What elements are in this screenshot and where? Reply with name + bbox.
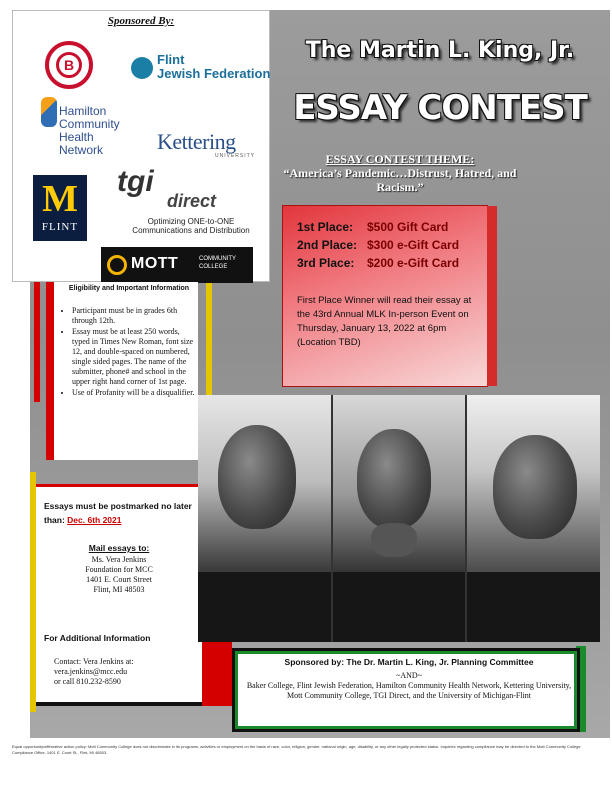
prize-row: [297, 236, 483, 254]
info-heading: For Additional Information: [44, 633, 151, 643]
committee-box: [232, 648, 580, 732]
prize-row: [297, 218, 483, 236]
eligibility-card: [46, 282, 198, 460]
prize-row: [297, 254, 483, 272]
mlk-photo: [333, 395, 466, 642]
strip-red-left: [34, 282, 40, 402]
deadline-text: [44, 499, 194, 527]
umich-flint-logo: [33, 175, 87, 241]
kettering-logo: [157, 129, 267, 159]
mlk-photo: [198, 395, 331, 642]
eligibility-list: [72, 306, 198, 399]
mail-heading: Mail essays to:: [88, 543, 150, 553]
prize-amount: $500 Gift Card: [367, 220, 449, 234]
hchn-figure-icon: [41, 97, 57, 127]
sponsors-panel: [12, 10, 270, 282]
eligibility-item: • Use of Profanity will be a disqualifier.: [72, 388, 198, 398]
deadline-date: Dec. 6th 2021: [67, 515, 122, 525]
mlk-photo: [467, 395, 600, 642]
tgi-direct-text: direct: [167, 191, 217, 211]
umich-block-m: M: [42, 178, 78, 220]
theme-label: ESSAY CONTEST THEME:: [325, 152, 475, 166]
committee-body: [243, 671, 575, 701]
mail-box-edge: [30, 487, 34, 702]
mail-address: Ms. Vera Jenkins Foundation for MCC 1401 E. Court Street Flint, MI 48503: [85, 555, 153, 594]
prize-place: 1st Place:: [297, 220, 354, 234]
info-contact: Contact: Vera Jenkins at: vera.jenkins@mcc.edu or call 810.232-8590: [54, 657, 134, 686]
contest-title-line2: ESSAY CONTEST: [293, 88, 587, 128]
mott-circle-icon: [107, 255, 127, 275]
flint-jewish-federation-logo: [131, 51, 271, 85]
baker-logo-letter: B: [56, 52, 82, 78]
prize-place: 2nd Place:: [297, 238, 358, 252]
portrait-suit: [198, 572, 331, 642]
mott-logo-text: MOTT: [131, 255, 179, 272]
strip-red-lower: [198, 640, 232, 706]
prize-list: [297, 218, 483, 272]
portrait-face: [357, 429, 431, 529]
baker-college-logo: [45, 41, 93, 89]
sponsors-title: Sponsored By:: [107, 15, 175, 27]
kettering-logo-sub: UNIVERSITY: [215, 153, 256, 159]
hamilton-chn-logo: [41, 97, 151, 163]
portrait-face: [218, 425, 296, 529]
theme-text: “America’s Pandemic…Distrust, Hatred, and Racism.”: [283, 166, 517, 194]
tgi-tagline: Optimizing ONE-to-ONE Communications and Distribution: [132, 217, 250, 235]
fjf-logo-text: Flint Jewish Federation: [157, 52, 271, 81]
deadline-mail-box: [36, 484, 202, 706]
mlk-photo-strip: [198, 395, 600, 642]
fjf-mark-icon: [131, 57, 153, 79]
contest-theme: [270, 152, 530, 194]
deadline-label: Essays must be postmarked no later than:: [44, 501, 192, 525]
hchn-logo-text: Hamilton Community Health Network: [59, 104, 120, 157]
committee-and: ~AND~: [396, 671, 422, 680]
eligibility-item: • Essay must be at least 250 words, typed in Times New Roman, font size 12, and double-spaced on numbered, single sided pages. The name of the submitter, phone# and school in the upper right hand corner of 1st page.: [72, 327, 198, 387]
tgi-logo-text: tgi: [117, 165, 154, 198]
committee-sponsors: Baker College, Flint Jewish Federation, Hamilton Community Health Network, Kettering University, Mott Community College, TGI Direct, and the University of Michigan-Flint: [246, 681, 572, 700]
prize-amount: $300 e-Gift Card: [367, 238, 460, 252]
portrait-hand: [371, 523, 417, 557]
eligibility-title: Eligibility and Important Information: [68, 285, 190, 292]
prize-amount: $200 e-Gift Card: [367, 256, 460, 270]
prize-box-edge: [487, 206, 497, 386]
winner-note: First Place Winner will read their essay at the 43rd Annual MLK In-person Event on Thursday, January 13, 2022 at 6pm (Location TBD): [297, 295, 472, 348]
committee-heading: Sponsored by: The Dr. Martin L. King, Jr. Planning Committee: [284, 657, 534, 667]
portrait-face: [493, 435, 577, 539]
mott-college-logo: [101, 247, 253, 283]
kettering-logo-text: Kettering: [157, 129, 236, 154]
fine-print: Equal opportunity/affirmative action policy: Mott Community College does not discriminate in its programs, activities or employment on the basis of race, color, religion, gender, national origin, age, disability, or any other legally protected status. Inquiries regarding compliance may be directed to the Mott Community College Compliance Office, 1401 E. Court St., Flint, MI 48503.: [12, 744, 581, 755]
mott-logo-sub: COMMUNITY COLLEGE: [199, 256, 236, 270]
eligibility-item: • Participant must be in grades 6th through 12th.: [72, 306, 198, 326]
tgi-direct-logo: [117, 167, 267, 241]
prize-place: 3rd Place:: [297, 256, 355, 270]
prize-box: [282, 205, 488, 387]
contest-title-line1: The Martin L. King, Jr.: [305, 38, 575, 63]
portrait-suit: [467, 572, 600, 642]
portrait-suit: [333, 572, 466, 642]
umich-flint-text: FLINT: [41, 221, 79, 233]
